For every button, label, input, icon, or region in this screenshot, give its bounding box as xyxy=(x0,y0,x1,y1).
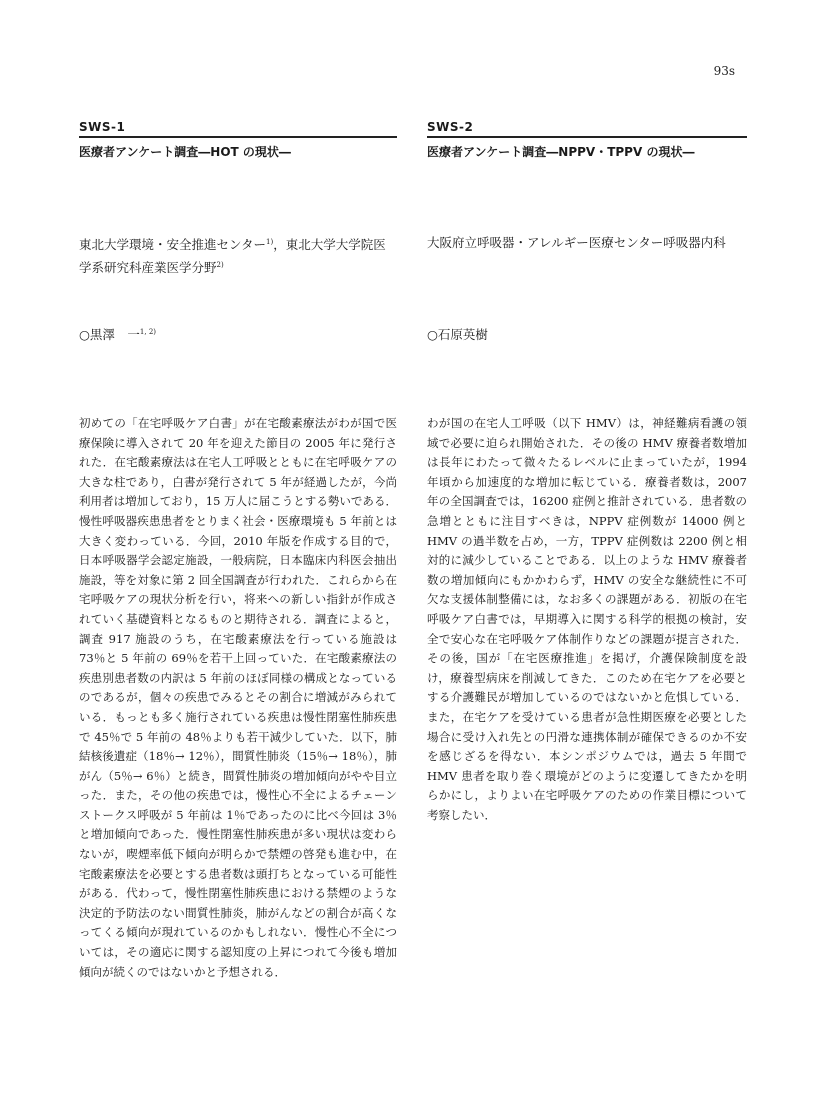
page-number: 93s xyxy=(713,64,735,78)
author-name: ○黒澤 一 xyxy=(79,327,140,342)
abstract-sws-1 xyxy=(79,120,397,979)
affiliation-sup-1: 1) xyxy=(266,238,274,246)
abstract-title: 医療者アンケート調査―NPPV・TPPV の現状― xyxy=(427,145,695,159)
affiliation-text-1: 東北大学環境・安全推進センター xyxy=(79,237,267,253)
author: ○石原英樹 xyxy=(427,327,488,342)
abstract-title: 医療者アンケート調査―HOT の現状― xyxy=(79,145,291,159)
author xyxy=(79,325,156,343)
session-code: SWS-1 xyxy=(79,120,397,138)
session-code: SWS-2 xyxy=(427,120,747,138)
abstract-body: わが国の在宅人工呼吸（以下 HMV）は，神経難病看護の領域で必要に迫られ開始された．その後の HMV 療養者数増加は長年にわたって微々たるレベルに止まっていたが，1994 年頃から加速度的な増加に転じている．療養者数は，2007 年の全国調査では，16200 症例と推計されている．患者数の急増とともに注目すべきは，NPPV 症例数が 14000 例と HMV の過半数を占め，一方，TPPV 症例数は 2200 例と相対的に減少していることである．以上のような HMV 療養者数の増加傾向にもかかわらず，HMV の安全な継続性に不可欠な支援体制整備には，なお多くの課題がある．初版の在宅呼吸ケア白書では，早期導入に関する科学的根拠の検討，安全で安心な在宅呼吸ケア体制作りなどの課題が提言された．その後，国が「在宅医療推進」を掲げ，介護保険制度を設け，療養型病床を削減してきた．このため在宅ケアを必要とする介護難民が増加しているのではないかと危惧している．また，在宅ケアを受けている患者が急性期医療を必要とした場合に受け入れ先との円滑な連携体制が確保できるのか不安を感じざるを得ない．本シンポジウムでは，過去 5 年間で HMV 患者を取り巻く環境がどのように変遷してきたかを明らかにし，よりよい在宅呼吸ケアのための作業目標について考察したい． xyxy=(427,416,747,822)
affiliation xyxy=(79,232,397,278)
affiliation: 大阪府立呼吸器・アレルギー医療センター呼吸器内科 xyxy=(427,235,726,250)
affiliation-sup-2: 2) xyxy=(216,261,224,270)
affiliation-text-2: ，東北大学大学院医学系研究科産業医学分野 xyxy=(79,237,386,276)
author-sup: 1, 2) xyxy=(139,327,157,336)
abstract-body: 初めての「在宅呼吸ケア白書」が在宅酸素療法がわが国で医療保険に導入されて 20 年を迎えた節目の 2005 年に発行された．在宅酸素療法は在宅人工呼吸とともに在宅呼吸ケアの大きな柱であり，白書が発行されて 5 年が経過したが，今尚利用者は増加しており，15 万人に届こうとする勢いである．慢性呼吸器疾患患者をとりまく社会・医療環境も 5 年前とは大きく変わっている．今回，2010 年版を作成する目的で，日本呼吸器学会認定施設，一般病院，日本臨床内科医会抽出施設，等を対象に第 2 回全国調査が行われた．これらから在宅呼吸ケアの現状分析を行い，将来への新しい指針が作成されていく基礎資料となるものと期待される．調査によると，調査 917 施設のうち，在宅酸素療法を行っている施設は 73％と 5 年前の 69％を若干上回っていた．在宅酸素療法の疾患別患者数の内訳は 5 年前のほぼ同様の構成となっているのであるが，個々の疾患でみるとその割合に増減がみられている．もっとも多く施行されている疾患は慢性閉塞性肺疾患で 45％で 5 年前の 48％よりも若干減少していた．以下，肺結核後遺症（18％→ 12％），間質性肺炎（15％→ 18％），肺がん（5％→ 6％）と続き，間質性肺炎の増加傾向がやや目立った．また，その他の疾患では，慢性心不全によるチェーンストークス呼吸が 5 年前は 1％であったのに比べ今回は 3％と増加傾向であった．慢性閉塞性肺疾患が多い現状は変わらないが，喫煙率低下傾向が明らかで禁煙の啓発も進む中，在宅酸素療法を必要とする患者数は頭打ちとなっている可能性がある．代わって，慢性閉塞性肺疾患における禁煙のような決定的予防法のない間質性肺炎，肺がんなどの割合が高くなってくる傾向が現れているのかもしれない．慢性心不全については，その適応に関する認知度の上昇につれて今後も増加傾向が続くのではないかと予想される． xyxy=(79,416,397,979)
abstract-sws-2 xyxy=(427,120,747,822)
